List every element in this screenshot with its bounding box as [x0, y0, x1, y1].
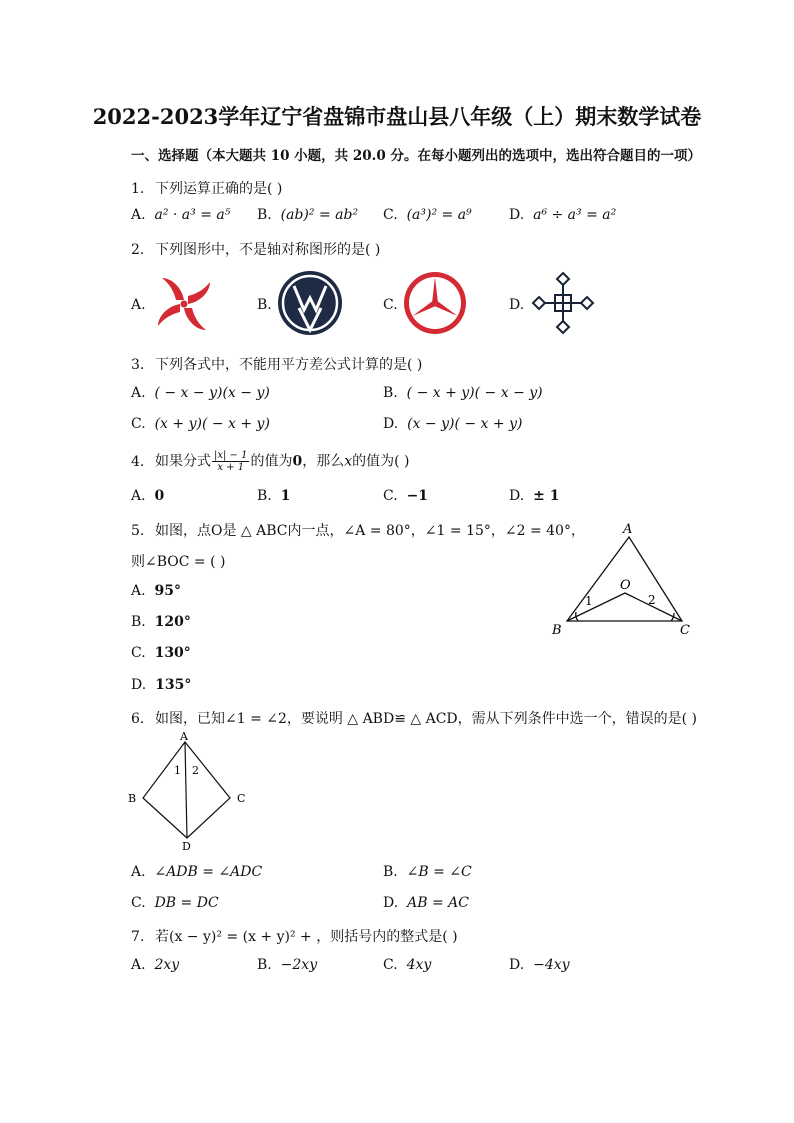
question-2: 2. 下列图形中，不是轴对称图形的是( ) [131, 242, 381, 258]
question-5-line2: 则∠BOC = ( ) [131, 554, 226, 570]
pinwheel-icon [152, 272, 216, 336]
q7-option-b[interactable]: B. −2xy [257, 957, 318, 973]
q1-option-d[interactable]: D. a⁶ ÷ a³ = a² [509, 207, 617, 223]
vw-logo-icon [277, 270, 343, 336]
q3-option-a[interactable]: A. ( − x − y)(x − y) [131, 385, 270, 401]
triangle-abc-figure [550, 520, 700, 640]
q4-option-c[interactable]: C. −1 [383, 488, 429, 504]
label-angle-2: 2 [192, 764, 199, 777]
q3-option-d[interactable]: D. (x − y)( − x + y) [383, 416, 523, 432]
question-number: 1. [131, 181, 145, 197]
label-a: A [180, 730, 188, 743]
q5-option-d[interactable]: D. 135° [131, 677, 192, 693]
label-c: C [237, 792, 246, 805]
question-1 [131, 178, 282, 198]
q4-option-b[interactable]: B. 1 [257, 488, 291, 504]
question-4: 4. 如果分式 $\frac{|x| - 1}{x + 1}$ 的值为0，那么x的值为( ) [131, 450, 410, 473]
question-stem: 下列各式中，不能用平方差公式计算的是( ) [155, 357, 423, 373]
q3-option-b[interactable]: B. ( − x + y)( − x − y) [383, 385, 543, 401]
q6-option-c[interactable]: C. DB = DC [131, 895, 219, 911]
q7-option-c[interactable]: C. 4xy [383, 957, 432, 973]
question-stem: 如图，点O是 △ ABC内一点，∠A = 80°，∠1 = 15°，∠2 = 40°， [155, 523, 585, 539]
label-d: D [182, 840, 191, 853]
question-6: 6. 如图，已知∠1 = ∠2，要说明 △ ABD≌ △ ACD，需从下列条件中选一个，错误的是( ) [131, 711, 698, 727]
q5-option-a[interactable]: A. 95° [131, 583, 181, 599]
q5-option-b[interactable]: B. 120° [131, 614, 191, 630]
q6-option-b[interactable]: B. ∠B = ∠C [383, 864, 472, 880]
q1-option-b[interactable]: B. (ab)² = ab² [257, 207, 359, 223]
question-stem: 下列运算正确的是( ) [155, 181, 283, 197]
q3-option-c[interactable]: C. (x + y)( − x + y) [131, 416, 270, 432]
question-stem: 下列图形中，不是轴对称图形的是( ) [155, 242, 381, 258]
label-o: O [620, 578, 631, 593]
question-5: 5. 如图，点O是 △ ABC内一点，∠A = 80°，∠1 = 15°，∠2 = 40°， [131, 523, 585, 539]
question-7: 7. 若(x − y)² = (x + y)² + ，则括号内的整式是( ) [131, 929, 458, 945]
q2-option-b[interactable]: B. [257, 297, 272, 313]
label-b: B [128, 792, 137, 805]
label-c: C [680, 623, 690, 638]
diamond-cross-icon [530, 270, 596, 336]
q1-option-c[interactable]: C. (a³)² = a⁹ [383, 207, 472, 223]
label-angle-1: 1 [174, 764, 181, 777]
question-stem: 如图，已知∠1 = ∠2，要说明 △ ABD≌ △ ACD，需从下列条件中选一个，错误的是( ) [155, 711, 698, 727]
q2-option-c[interactable]: C. [383, 297, 398, 313]
q6-option-a[interactable]: A. ∠ADB = ∠ADC [131, 864, 263, 880]
q7-option-d[interactable]: D. −4xy [509, 957, 570, 973]
q4-option-a[interactable]: A. 0 [131, 488, 165, 504]
q2-option-d[interactable]: D. [509, 297, 525, 313]
q7-option-a[interactable]: A. 2xy [131, 957, 180, 973]
q5-option-c[interactable]: C. 130° [131, 645, 191, 661]
label-a: A [623, 522, 633, 537]
section-heading: 一、选择题（本大题共 10 小题，共 20.0 分。在每小题列出的选项中，选出符合题目的一项） [131, 148, 701, 164]
kite-abdc-figure [125, 728, 255, 853]
page-title: 2022-2023学年辽宁省盘锦市盘山县八年级（上）期末数学试卷 [92, 104, 702, 129]
fraction: $\frac{|x| - 1}{x + 1}$ [214, 450, 248, 473]
label-angle-2: 2 [648, 593, 656, 607]
q4-option-d[interactable]: D. ± 1 [509, 488, 560, 504]
q6-option-d[interactable]: D. AB = AC [383, 895, 469, 911]
question-3: 3. 下列各式中，不能用平方差公式计算的是( ) [131, 357, 423, 373]
question-stem: 若(x − y)² = (x + y)² + ，则括号内的整式是( ) [155, 929, 458, 945]
q2-option-a[interactable]: A. [131, 297, 146, 313]
benz-logo-icon [402, 270, 468, 336]
label-angle-1: 1 [585, 594, 593, 608]
q1-option-a[interactable]: A. a² · a³ = a⁵ [131, 207, 231, 223]
label-b: B [552, 623, 562, 638]
